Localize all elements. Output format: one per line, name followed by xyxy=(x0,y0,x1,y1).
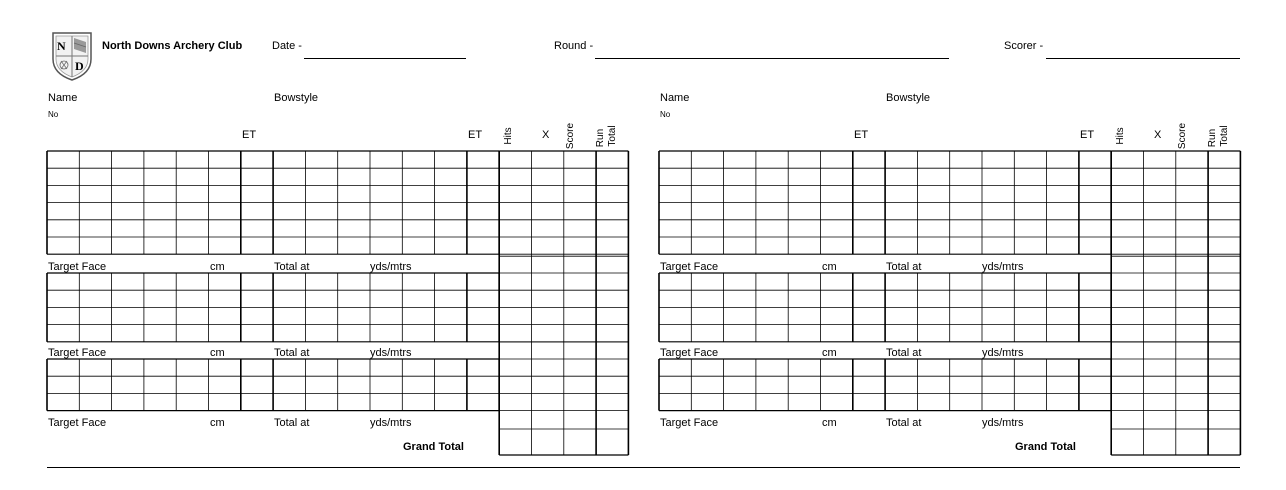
et-label-2: ET xyxy=(468,129,483,141)
cm-label: cm xyxy=(822,347,837,359)
yds-mtrs-label: yds/mtrs xyxy=(370,347,412,359)
et-label-1: ET xyxy=(242,129,257,141)
hits-label: Hits xyxy=(1115,127,1126,145)
hits-label: Hits xyxy=(503,127,514,145)
target-face-label: Target Face xyxy=(660,261,719,273)
yds-mtrs-label: yds/mtrs xyxy=(982,347,1024,359)
target-face-label: Target Face xyxy=(48,417,107,429)
cm-label: cm xyxy=(210,261,225,273)
total-at-label: Total at xyxy=(274,261,310,273)
score-label: Score xyxy=(565,122,576,150)
no-label: No xyxy=(48,110,59,119)
cm-label: cm xyxy=(210,417,225,429)
footer-rule xyxy=(47,467,1240,468)
grand-total-label: Grand Total xyxy=(403,441,464,453)
round-label: Round - xyxy=(554,40,594,52)
yds-mtrs-label: yds/mtrs xyxy=(982,417,1024,429)
total-label: Total xyxy=(607,125,618,147)
yds-mtrs-label: yds/mtrs xyxy=(370,417,412,429)
logo-letter-d: D xyxy=(75,59,84,73)
target-face-label: Target Face xyxy=(660,347,719,359)
logo-letter-n: N xyxy=(57,39,66,53)
total-label: Total xyxy=(1219,125,1230,147)
total-at-label: Total at xyxy=(886,347,922,359)
run-label: Run xyxy=(595,128,606,148)
name-label: Name xyxy=(660,92,690,104)
bowstyle-label: Bowstyle xyxy=(274,92,319,104)
score-label: Score xyxy=(1177,122,1188,150)
scorer-label: Scorer - xyxy=(1004,40,1044,52)
et-label-2: ET xyxy=(1080,129,1095,141)
cm-label: cm xyxy=(210,347,225,359)
target-face-label: Target Face xyxy=(660,417,719,429)
x-label: X xyxy=(542,129,550,141)
total-at-label: Total at xyxy=(886,261,922,273)
club-name: North Downs Archery Club xyxy=(102,40,243,52)
total-at-label: Total at xyxy=(274,347,310,359)
no-label: No xyxy=(660,110,671,119)
cm-label: cm xyxy=(822,417,837,429)
date-label: Date - xyxy=(272,40,302,52)
run-label: Run xyxy=(1207,128,1218,148)
grand-total-label: Grand Total xyxy=(1015,441,1076,453)
x-label: X xyxy=(1154,129,1162,141)
target-face-label: Target Face xyxy=(48,261,107,273)
yds-mtrs-label: yds/mtrs xyxy=(982,261,1024,273)
yds-mtrs-label: yds/mtrs xyxy=(370,261,412,273)
et-label-1: ET xyxy=(854,129,869,141)
bowstyle-label: Bowstyle xyxy=(886,92,931,104)
total-at-label: Total at xyxy=(886,417,922,429)
total-at-label: Total at xyxy=(274,417,310,429)
name-label: Name xyxy=(48,92,78,104)
cm-label: cm xyxy=(822,261,837,273)
target-face-label: Target Face xyxy=(48,347,107,359)
